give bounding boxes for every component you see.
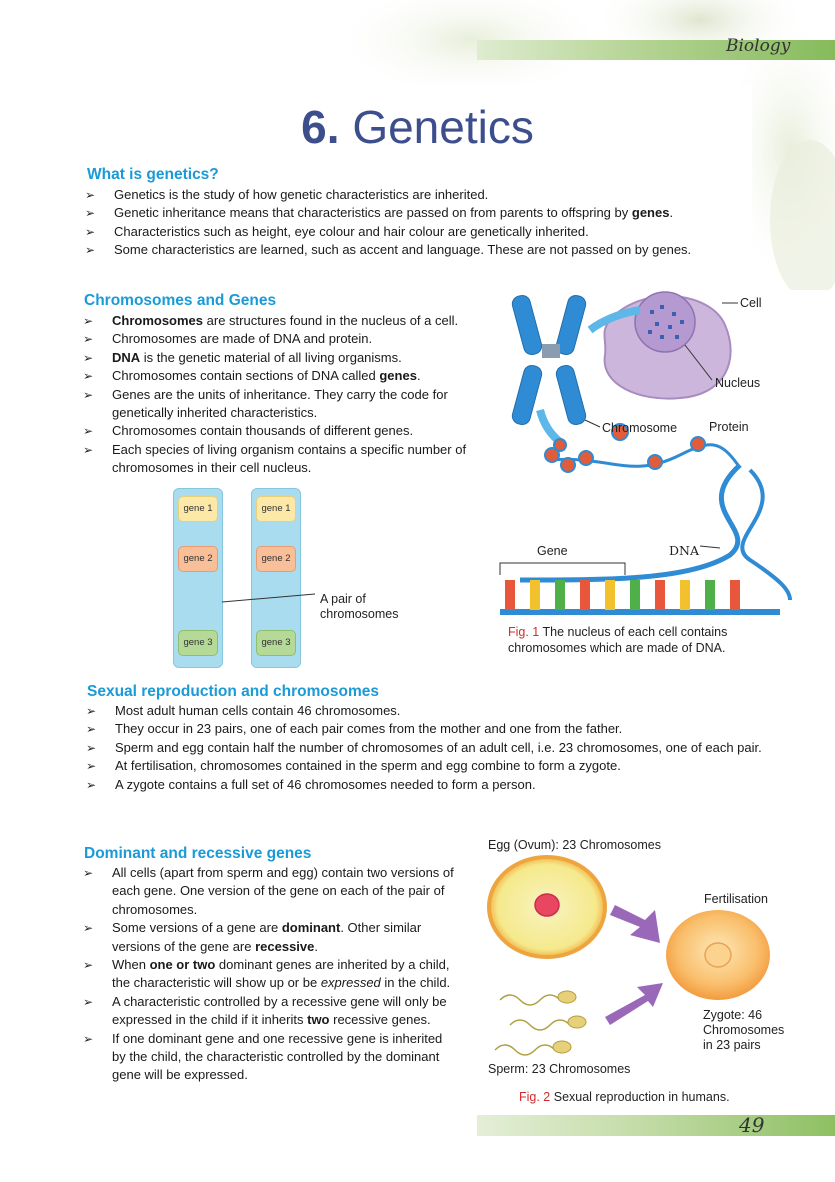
- fig1-caption-line1: The nucleus of each cell contains: [539, 625, 728, 639]
- list-item: ➢ A characteristic controlled by a recessive gene will only be expressed in the child if it inherits two recessive genes.: [83, 993, 459, 1030]
- list-item: ➢ Some versions of a gene are dominant. Other similar versions of the gene are recessive.: [83, 919, 459, 956]
- fig1-caption: [508, 624, 727, 656]
- label-chromosome: Chromosome: [602, 421, 678, 435]
- heading-what-is-genetics: What is genetics?: [87, 166, 219, 183]
- list-what-is-genetics: [85, 186, 745, 260]
- page-number: 49: [739, 1113, 765, 1137]
- egg-nucleus: [535, 894, 559, 916]
- arrow-sperm-to-zygote: [605, 983, 663, 1025]
- label-cell: Cell: [740, 296, 762, 310]
- list-item: ➢ Characteristics such as height, eye colour and hair colour are genetically inherited.: [85, 223, 745, 241]
- gene-left-2: gene 2: [178, 546, 218, 572]
- list-item: ➢ Chromosomes contain sections of DNA called genes.: [83, 367, 483, 385]
- gene-left-3: gene 3: [178, 630, 218, 656]
- heading-chromosomes-genes: Chromosomes and Genes: [84, 292, 277, 309]
- chapter-title: Genetics: [352, 101, 534, 153]
- list-item: ➢ All cells (apart from sperm and egg) contain two versions of each gene. One version of the gene on each of the pair of chromosomes.: [83, 864, 459, 919]
- list-sexual-reproduction: [86, 702, 786, 794]
- pair-label: [320, 592, 399, 622]
- fig1-number: Fig. 1: [508, 625, 540, 639]
- gene-pair-diagram: [170, 486, 410, 671]
- list-item: ➢ If one dominant gene and one recessive gene is inherited by the child, the characteristic controlled by the dominant gene will be expressed.: [83, 1030, 459, 1085]
- x-chromosome: [511, 294, 588, 427]
- nucleus-shape: [635, 292, 695, 352]
- label-zygote: [703, 1008, 784, 1053]
- list-item: ➢ Genes are the units of inheritance. They carry the code for genetically inherited characteristics.: [83, 386, 483, 423]
- label-dna: DNA: [669, 543, 699, 558]
- subject-label: Biology: [726, 36, 791, 56]
- arrow-to-protein: [540, 410, 560, 442]
- fig2-caption-text: Sexual reproduction in humans.: [550, 1090, 730, 1104]
- label-sperm: Sperm: 23 Chromosomes: [488, 1062, 631, 1076]
- gene-right-1: gene 1: [256, 496, 296, 522]
- fig1-illustration: [490, 280, 810, 620]
- centromere: [542, 344, 560, 358]
- pair-label-line1: A pair of: [320, 592, 366, 606]
- dna-base-pairs: [505, 580, 740, 610]
- list-dominant-recessive: [83, 864, 459, 1085]
- zygote-line1: Zygote: 46: [703, 1008, 763, 1022]
- fig2-caption: [519, 1089, 730, 1105]
- page-title: [0, 100, 835, 154]
- gene-right-3: gene 3: [256, 630, 296, 656]
- fig1-caption-line2: chromosomes which are made of DNA.: [508, 641, 726, 655]
- list-item: ➢ When one or two dominant genes are inherited by a child, the characteristic will show up or be expressed in the child.: [83, 956, 459, 993]
- label-egg: Egg (Ovum): 23 Chromosomes: [488, 838, 661, 852]
- list-item: ➢ DNA is the genetic material of all living organisms.: [83, 349, 483, 367]
- fig2-number: Fig. 2: [519, 1090, 551, 1104]
- list-item: ➢ Each species of living organism contains a specific number of chromosomes in their cell nucleus.: [83, 441, 483, 478]
- list-item: ➢ Genetics is the study of how genetic characteristics are inherited.: [85, 186, 745, 204]
- list-item: ➢ Most adult human cells contain 46 chromosomes.: [86, 702, 786, 720]
- chapter-number: 6.: [301, 101, 340, 153]
- label-nucleus: Nucleus: [715, 376, 761, 390]
- gene-bracket: [500, 563, 625, 575]
- heading-dominant-recessive: Dominant and recessive genes: [84, 845, 312, 862]
- heading-sexual-reproduction: Sexual reproduction and chromosomes: [87, 683, 379, 700]
- label-fertilisation: Fertilisation: [704, 892, 768, 906]
- list-item: ➢ Genetic inheritance means that characteristics are passed on from parents to offspring by genes.: [85, 204, 745, 222]
- list-item: ➢ Chromosomes contain thousands of different genes.: [83, 422, 483, 440]
- label-gene: Gene: [537, 544, 568, 558]
- list-item: ➢ Chromosomes are made of DNA and protein.: [83, 330, 483, 348]
- gene-left-1: gene 1: [178, 496, 218, 522]
- list-item: ➢ Chromosomes are structures found in the nucleus of a cell.: [83, 312, 483, 330]
- zygote-line3: in 23 pairs: [703, 1038, 761, 1052]
- list-chromosomes-genes: [83, 312, 483, 478]
- zygote-nucleus: [705, 943, 731, 967]
- pair-label-line2: chromosomes: [320, 607, 399, 621]
- footer-band: [477, 1115, 835, 1136]
- list-item: ➢ Sperm and egg contain half the number of chromosomes of an adult cell, i.e. 23 chromosomes, one of each pair.: [86, 739, 786, 757]
- list-item: ➢ Some characteristics are learned, such as accent and language. These are not passed on by genes.: [85, 241, 745, 259]
- label-protein: Protein: [709, 420, 749, 434]
- arrow-egg-to-zygote: [610, 905, 660, 943]
- pair-connector-line: [170, 486, 410, 671]
- list-item: ➢ A zygote contains a full set of 46 chromosomes needed to form a person.: [86, 776, 786, 794]
- list-item: ➢ They occur in 23 pairs, one of each pair comes from the mother and one from the father.: [86, 720, 786, 738]
- zygote-line2: Chromosomes: [703, 1023, 785, 1037]
- gene-right-2: gene 2: [256, 546, 296, 572]
- list-item: ➢ At fertilisation, chromosomes contained in the sperm and egg combine to form a zygote.: [86, 757, 786, 775]
